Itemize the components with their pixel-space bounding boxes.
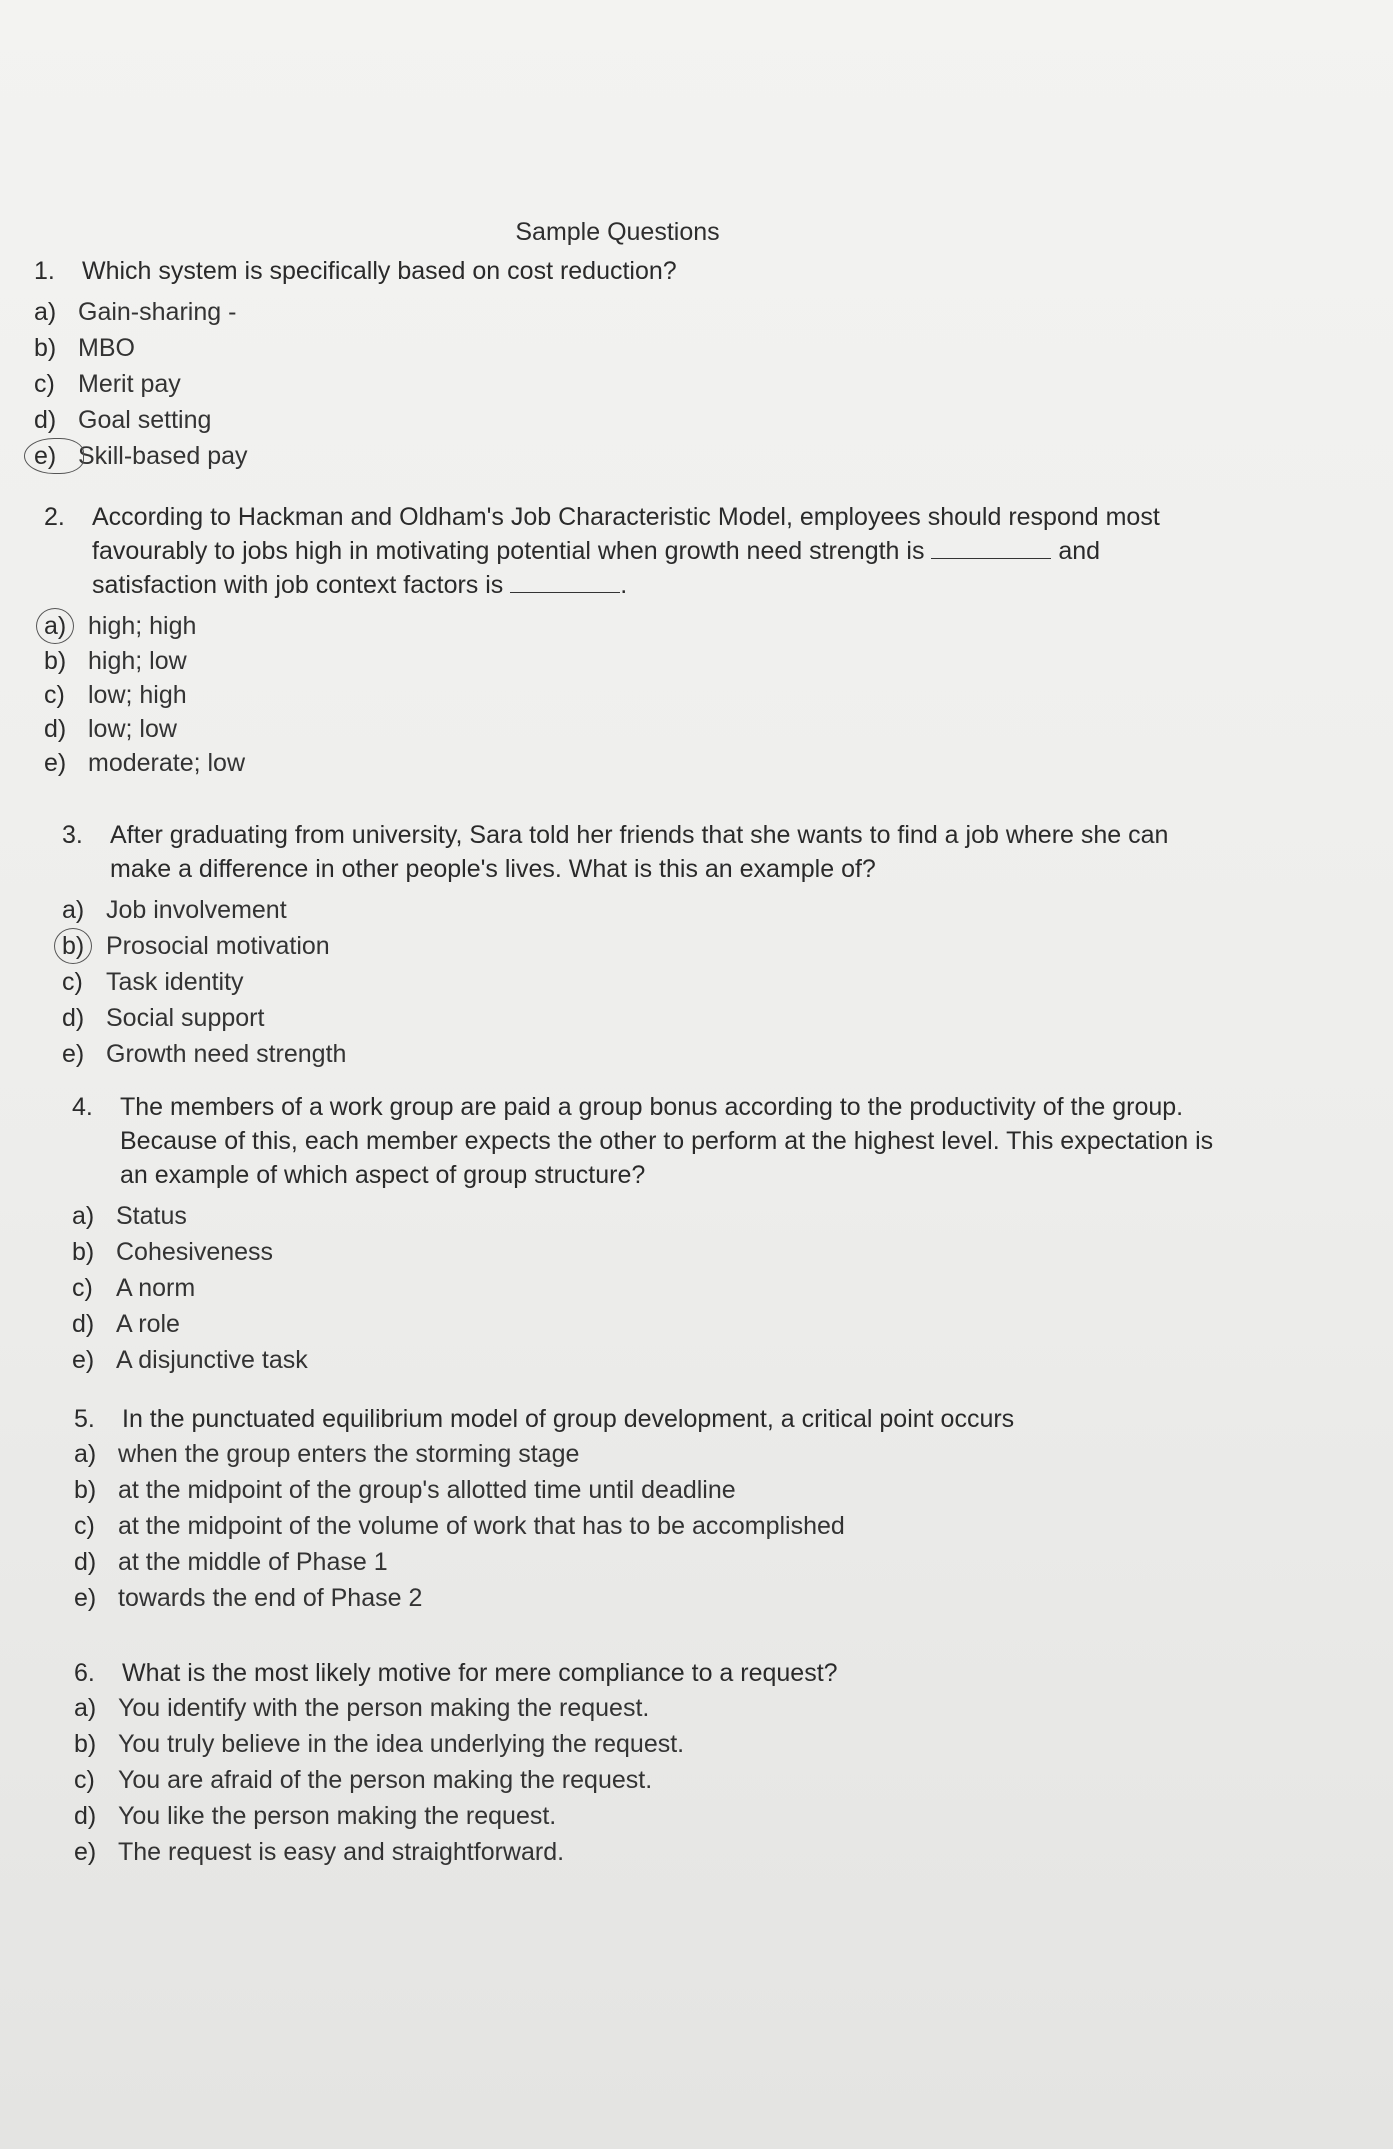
option-e — [74, 1834, 1234, 1870]
option-letter: d) — [62, 1004, 85, 1032]
question-3 — [62, 818, 1212, 1072]
option-c — [74, 1762, 1234, 1798]
question-number: 3. — [62, 821, 83, 849]
option-c — [72, 1270, 1232, 1306]
option-letter: d) — [74, 1548, 97, 1576]
option-letter: b) — [34, 334, 57, 362]
option-d — [44, 712, 1194, 746]
option-text: You are afraid of the person making the request. — [118, 1766, 653, 1794]
option-letter: c) — [74, 1766, 95, 1794]
option-d — [72, 1306, 1232, 1342]
option-letter: d) — [34, 406, 57, 434]
option-d — [74, 1544, 1234, 1580]
option-text: Social support — [106, 1004, 265, 1032]
option-text: A norm — [116, 1274, 196, 1302]
option-letter: a) — [34, 298, 57, 326]
options-list — [62, 892, 1212, 1072]
option-e — [34, 438, 1184, 474]
question-text-part: satisfaction with job context factors is — [92, 571, 504, 599]
answer-blank — [510, 572, 620, 593]
option-text: Gain-sharing - — [78, 298, 237, 326]
options-list — [34, 294, 1184, 474]
page-title: Sample Questions — [515, 218, 720, 246]
question-number: 1. — [34, 257, 55, 285]
option-text: Goal setting — [78, 406, 212, 434]
option-text: Task identity — [106, 968, 244, 996]
option-b — [72, 1234, 1232, 1270]
option-letter: a) — [74, 1440, 97, 1468]
question-text: Which system is specifically based on cost reduction? — [82, 257, 677, 285]
option-letter-text: a) — [44, 612, 67, 640]
option-letter: d) — [74, 1802, 97, 1830]
option-b — [74, 1726, 1234, 1762]
option-letter: c) — [74, 1512, 95, 1540]
option-b — [74, 1472, 1234, 1508]
option-text: Growth need strength — [106, 1040, 347, 1068]
option-letter: c) — [44, 681, 65, 709]
option-letter: a) — [74, 1694, 97, 1722]
option-text: You like the person making the request. — [118, 1802, 557, 1830]
option-text: The request is easy and straightforward. — [118, 1838, 565, 1866]
option-d — [62, 1000, 1212, 1036]
question-number: 2. — [44, 503, 65, 531]
question-text: What is the most likely motive for mere compliance to a request? — [122, 1659, 838, 1687]
option-letter — [34, 438, 78, 474]
option-a — [34, 294, 1184, 330]
question-4 — [72, 1090, 1232, 1378]
question-text: After graduating from university, Sara told her friends that she wants to find a job where she can make a difference in other people's lives. What is this an example of? — [110, 821, 1169, 883]
question-number: 4. — [72, 1093, 93, 1121]
option-c — [62, 964, 1212, 1000]
option-d — [34, 402, 1184, 438]
option-letter: e) — [74, 1838, 97, 1866]
option-text: towards the end of Phase 2 — [118, 1584, 423, 1612]
question-number: 6. — [74, 1659, 95, 1687]
option-text: low; high — [88, 681, 187, 709]
option-letter: a) — [62, 896, 85, 924]
question-text — [92, 500, 1194, 602]
option-text: moderate; low — [88, 749, 246, 777]
option-letter: c) — [34, 370, 55, 398]
answer-circle-mark — [24, 438, 84, 474]
option-text: Status — [116, 1202, 187, 1230]
option-b — [44, 644, 1194, 678]
option-letter: e) — [74, 1584, 97, 1612]
option-b — [34, 330, 1184, 366]
option-text: MBO — [78, 334, 135, 362]
option-text: You truly believe in the idea underlying the request. — [118, 1730, 685, 1758]
option-c — [34, 366, 1184, 402]
options-list — [74, 1436, 1234, 1616]
question-text-part: . — [620, 571, 628, 599]
option-letter — [44, 608, 88, 644]
option-a — [44, 608, 1194, 644]
option-text: Job involvement — [106, 896, 287, 924]
question-text-part: and — [1058, 537, 1101, 565]
option-text: at the middle of Phase 1 — [118, 1548, 388, 1576]
option-letter: d) — [44, 715, 67, 743]
option-letter: e) — [72, 1346, 95, 1374]
question-text-part: According to Hackman and Oldham's Job Characteristic Model, employees should respond most favourably to jobs high in motivating potential when growth need strength is — [92, 503, 1160, 565]
option-letter-text: e) — [34, 442, 57, 470]
option-text: at the midpoint of the group's allotted time until deadline — [118, 1476, 736, 1504]
option-letter: b) — [44, 647, 67, 675]
option-letter: b) — [74, 1730, 97, 1758]
option-c — [74, 1508, 1234, 1544]
question-number: 5. — [74, 1405, 95, 1433]
option-letter: b) — [72, 1238, 95, 1266]
option-a — [74, 1690, 1234, 1726]
question-2 — [44, 500, 1194, 780]
option-text: A role — [116, 1310, 180, 1338]
option-e — [72, 1342, 1232, 1378]
option-letter: c) — [62, 968, 83, 996]
question-6 — [74, 1656, 1234, 1870]
answer-circle-mark — [54, 928, 92, 964]
option-letter: d) — [72, 1310, 95, 1338]
question-text: In the punctuated equilibrium model of group development, a critical point occurs — [122, 1405, 1015, 1433]
question-5 — [74, 1402, 1234, 1616]
option-text: Skill-based pay — [78, 442, 248, 470]
option-letter: e) — [44, 749, 67, 777]
option-text: at the midpoint of the volume of work that has to be accomplished — [118, 1512, 845, 1540]
option-letter: b) — [74, 1476, 97, 1504]
option-text: Merit pay — [78, 370, 181, 398]
option-e — [44, 746, 1194, 780]
option-a — [72, 1198, 1232, 1234]
option-letter-text: b) — [62, 932, 85, 960]
option-a — [62, 892, 1212, 928]
option-a — [74, 1436, 1234, 1472]
question-text: The members of a work group are paid a group bonus according to the productivity of the group. Because of this, each member expects the other to perform at the highest level. This expectation is an example of which aspect of group structure? — [120, 1093, 1214, 1189]
option-b — [62, 928, 1212, 964]
option-e — [62, 1036, 1212, 1072]
option-text: high; high — [88, 612, 197, 640]
question-1 — [34, 254, 1184, 474]
option-text: Cohesiveness — [116, 1238, 274, 1266]
options-list — [44, 608, 1194, 780]
option-letter: a) — [72, 1202, 95, 1230]
answer-circle-mark — [36, 608, 74, 644]
option-text: high; low — [88, 647, 187, 675]
option-text: when the group enters the storming stage — [118, 1440, 580, 1468]
options-list — [74, 1690, 1234, 1870]
option-text: Prosocial motivation — [106, 932, 330, 960]
answer-blank — [931, 538, 1051, 559]
option-text: low; low — [88, 715, 177, 743]
option-e — [74, 1580, 1234, 1616]
options-list — [72, 1198, 1232, 1378]
option-letter — [62, 928, 106, 964]
option-text: A disjunctive task — [116, 1346, 308, 1374]
option-d — [74, 1798, 1234, 1834]
option-letter: e) — [62, 1040, 85, 1068]
option-text: You identify with the person making the request. — [118, 1694, 650, 1722]
option-c — [44, 678, 1194, 712]
option-letter: c) — [72, 1274, 93, 1302]
